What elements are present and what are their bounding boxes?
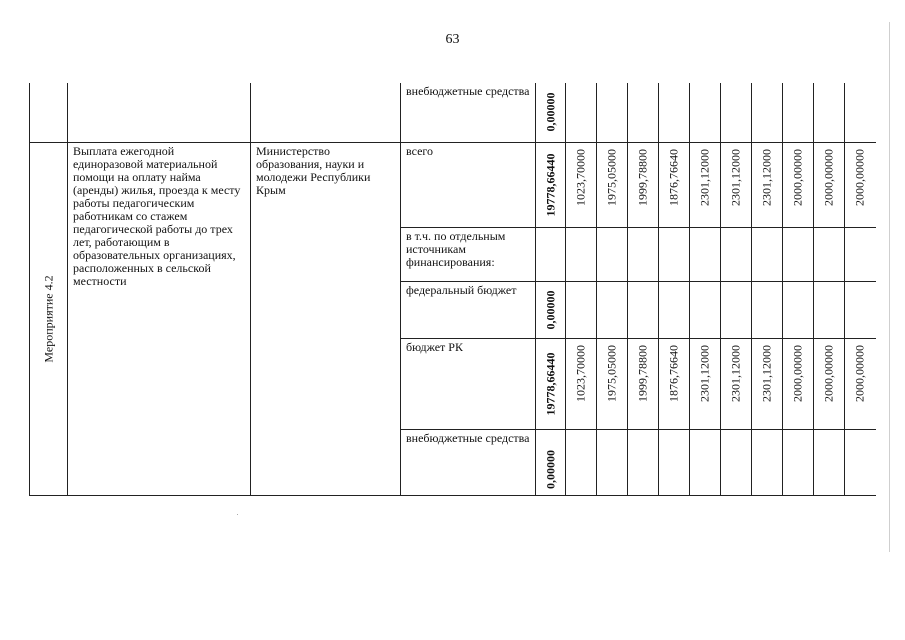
year-value: 2000,00000 [821, 148, 836, 206]
year-value: 1876,76640 [666, 344, 681, 402]
year-value: 2000,00000 [790, 344, 805, 402]
year-value: 2301,12000 [697, 148, 712, 206]
total-cell [536, 142, 566, 227]
year-value: 1023,70000 [573, 148, 588, 206]
year-value: 1876,76640 [666, 148, 681, 206]
value-cell [814, 142, 845, 227]
value-cell [659, 429, 690, 495]
source-label-cell [401, 83, 536, 142]
value-cell [566, 142, 597, 227]
value-cell [597, 83, 628, 142]
page-number: 63 [445, 32, 460, 47]
value-cell [566, 338, 597, 429]
value-cell [721, 338, 752, 429]
total-value: 0,00000 [543, 290, 557, 329]
value-cell [752, 338, 783, 429]
source-label: внебюджетные средства [406, 84, 530, 98]
value-cell [628, 281, 659, 338]
value-cell [752, 429, 783, 495]
value-cell [690, 227, 721, 281]
value-cell [597, 227, 628, 281]
value-cell [783, 227, 814, 281]
year-value: 1999,78800 [635, 344, 650, 402]
value-cell [597, 429, 628, 495]
year-value: 1999,78800 [635, 148, 650, 206]
value-cell [690, 281, 721, 338]
value-cell [628, 142, 659, 227]
value-cell [628, 338, 659, 429]
value-cell [783, 281, 814, 338]
year-value: 2000,00000 [821, 344, 836, 402]
value-cell [752, 142, 783, 227]
value-cell [690, 429, 721, 495]
year-value: 1975,05000 [604, 148, 619, 206]
source-label-cell [401, 142, 536, 227]
year-value: 2301,12000 [728, 148, 743, 206]
value-cell [597, 338, 628, 429]
value-cell [752, 227, 783, 281]
scan-edge-line [889, 22, 890, 552]
value-cell [690, 142, 721, 227]
value-cell [845, 142, 876, 227]
value-cell [659, 142, 690, 227]
total-value: 19778,66440 [543, 352, 557, 415]
value-cell [721, 227, 752, 281]
empty-cell [251, 83, 401, 142]
source-label-cell [401, 429, 536, 495]
year-value: 2301,12000 [759, 344, 774, 402]
value-cell [814, 429, 845, 495]
budget-table [29, 83, 876, 496]
value-cell [628, 227, 659, 281]
value-cell [566, 227, 597, 281]
value-cell [845, 281, 876, 338]
value-cell [814, 281, 845, 338]
value-cell [566, 83, 597, 142]
source-label: в т.ч. по отдельным источникам финансирования: [406, 228, 506, 269]
value-cell [783, 429, 814, 495]
empty-cell [30, 83, 68, 142]
total-cell [536, 281, 566, 338]
year-value: 2000,00000 [852, 344, 867, 402]
value-cell [566, 281, 597, 338]
total-cell [536, 83, 566, 142]
source-label: федеральный бюджет [406, 282, 517, 297]
value-cell [721, 83, 752, 142]
total-value: 0,00000 [543, 449, 557, 489]
value-cell [690, 338, 721, 429]
value-cell [814, 83, 845, 142]
value-cell [783, 338, 814, 429]
total-value: 0,00000 [543, 92, 557, 132]
event-code: Мероприятие 4.2 [41, 274, 55, 363]
value-cell [845, 83, 876, 142]
year-value: 2000,00000 [790, 148, 805, 206]
value-cell [783, 83, 814, 142]
event-code-cell [30, 142, 68, 495]
source-label-cell [401, 338, 536, 429]
table-row [30, 83, 876, 142]
year-value: 2000,00000 [852, 148, 867, 206]
value-cell [628, 429, 659, 495]
value-cell [628, 83, 659, 142]
year-value: 2301,12000 [759, 148, 774, 206]
value-cell [566, 429, 597, 495]
source-label-cell [401, 281, 536, 338]
event-description-cell [68, 142, 251, 495]
value-cell [659, 338, 690, 429]
table-row [30, 142, 876, 227]
year-value: 2301,12000 [697, 344, 712, 402]
value-cell [721, 281, 752, 338]
total-value: 19778,66440 [543, 153, 557, 216]
scan-dot [237, 514, 238, 515]
executor-cell [251, 142, 401, 495]
source-label: внебюджетные средства [406, 430, 530, 445]
value-cell [659, 83, 690, 142]
value-cell [845, 338, 876, 429]
value-cell [721, 142, 752, 227]
total-cell [536, 429, 566, 495]
value-cell [783, 142, 814, 227]
empty-cell [68, 83, 251, 142]
source-label-cell [401, 227, 536, 281]
event-description: Выплата ежегодной единоразовой материальной помощи на оплату найма (аренды) жилья, проезда к месту работы педагогическим работникам со стажем педагогической работы до трех лет, работающим в образовательных организациях, расположенных в сельской местности [73, 143, 241, 288]
year-value: 1023,70000 [573, 344, 588, 402]
value-cell [814, 338, 845, 429]
value-cell [752, 83, 783, 142]
value-cell [659, 227, 690, 281]
total-cell [536, 338, 566, 429]
value-cell [845, 227, 876, 281]
year-value: 1975,05000 [604, 344, 619, 402]
value-cell [597, 281, 628, 338]
year-value: 2301,12000 [728, 344, 743, 402]
value-cell [721, 429, 752, 495]
value-cell [814, 227, 845, 281]
source-label: всего [406, 143, 434, 158]
total-cell [536, 227, 566, 281]
value-cell [659, 281, 690, 338]
source-label: бюджет РК [406, 339, 463, 354]
value-cell [845, 429, 876, 495]
executor: Министерство образования, науки и молодежи Республики Крым [256, 143, 371, 197]
value-cell [690, 83, 721, 142]
value-cell [752, 281, 783, 338]
value-cell [597, 142, 628, 227]
